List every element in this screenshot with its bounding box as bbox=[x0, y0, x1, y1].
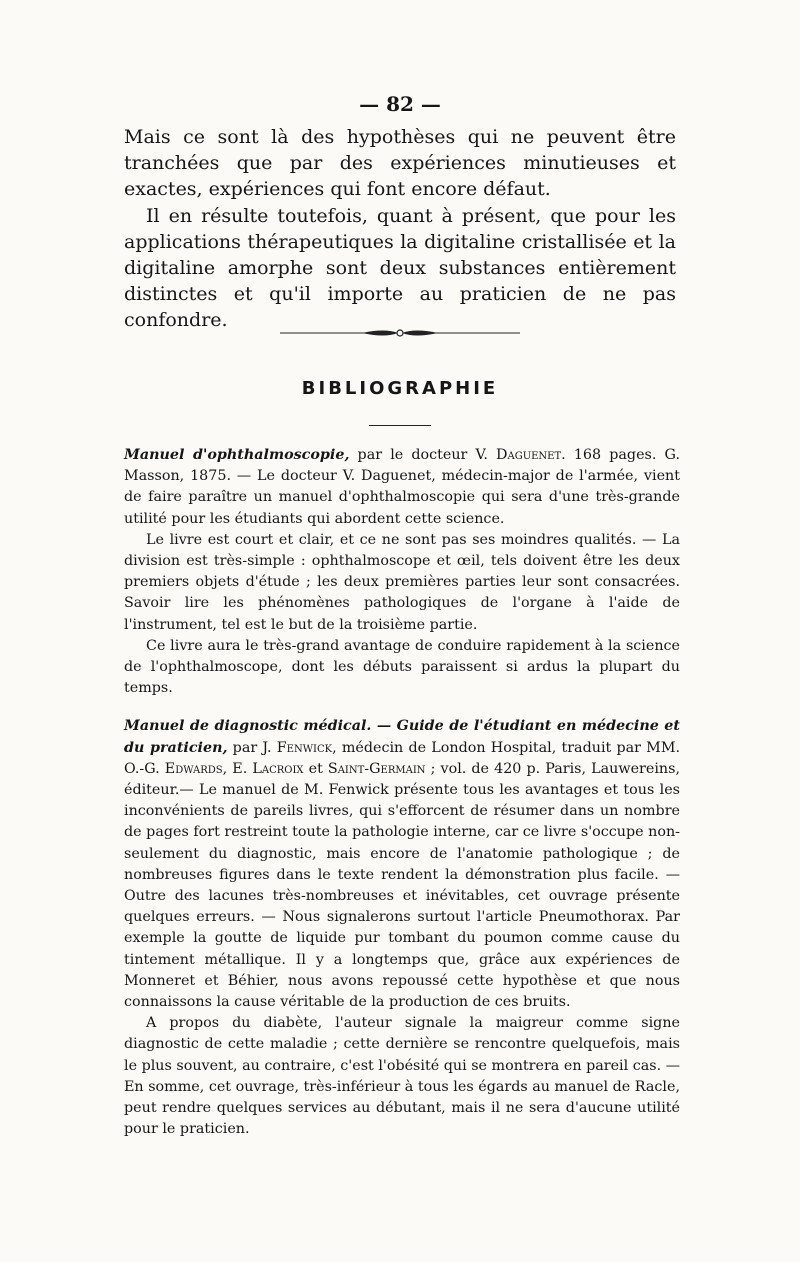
review-2-text-2: , médecin de London Hospital, traduit par MM. O.-G. bbox=[124, 739, 680, 777]
intro-paragraph-1: Mais ce sont là des hypothèses qui ne peuvent être tranchées que par des expériences minutieuses et exactes, expériences qui font encore défaut. bbox=[124, 126, 676, 201]
review-2-translator-3: Saint-Germain bbox=[327, 760, 426, 777]
heading-rule bbox=[369, 425, 431, 426]
review-1-details: . 168 pages. G. Masson, 1875. — Le docteur V. Daguenet, médecin-major de l'armée, vient de faire paraître un manuel d'ophthalmoscopie qui sera d'une très-grande utilité pour les étudiants qui abordent cette science. bbox=[124, 447, 680, 527]
review-1-title: Manuel d'ophthalmoscopie, bbox=[124, 447, 350, 463]
bibliography-section bbox=[124, 445, 680, 1141]
review-2-translator-1: Edwards bbox=[164, 760, 223, 777]
ornament-divider bbox=[280, 326, 520, 340]
review-2-text-4: et bbox=[303, 760, 328, 777]
review-2-text-5: ; vol. de 420 p. Paris, Lauwereins, éditeur.— Le manuel de M. Fenwick présente tous les avantages et tous les inconvénients de pareils livres, qui s'efforcent de résumer dans un nombre de pages fort restreint toute la pathologie interne, car ce livre s'occupe non-seulement du diagnostic, mais encore de l'anatomie pathologique ; de nombreuses figures dans le texte rendent la démonstration plus facile. — Outre des lacunes très-nombreuses et inévitables, cet ouvrage présente quelques erreurs. — Nous signalerons surtout l'article Pneumothorax. Par exemple la goutte de liquide pur tombant du poumon comme cause du tintement métallique. Il y a longtemps que, grâce aux expériences de Monneret et Béhier, nous avons repoussé cette hypothèse et que nous connaissons la cause véritable de la production de ces bruits. bbox=[124, 760, 681, 1011]
review-2-paragraph-1 bbox=[124, 716, 680, 1013]
page-number: — 82 — bbox=[359, 92, 441, 116]
review-1-paragraph-1 bbox=[124, 445, 680, 530]
review-2-text-1: par J. bbox=[227, 739, 277, 756]
review-2-title: Manuel de diagnostic médical. — Guide de l'étudiant en médecine et du praticien, bbox=[124, 718, 680, 756]
review-1-author-intro: par le docteur V. bbox=[349, 447, 497, 463]
review-1-paragraph-3: Ce livre aura le très-grand avantage de conduire rapidement à la science de l'ophthalmoscope, dont les débuts paraissent si ardus la plupart du temps. bbox=[124, 637, 680, 697]
intro-paragraph-2: Il en résulte toutefois, quant à présent, que pour les applications thérapeutiques la digitaline cristallisée et la digitaline amorphe sont deux substances entièrement distinctes et qu'il importe au praticien de ne pas confondre. bbox=[124, 204, 676, 332]
section-heading: BIBLIOGRAPHIE bbox=[301, 378, 499, 399]
review-2-author: Fenwick bbox=[276, 739, 333, 756]
intro-text bbox=[124, 124, 676, 334]
review-1-author: Daguenet bbox=[496, 447, 562, 463]
review-1-paragraph-2: Le livre est court et clair, et ce ne sont pas ses moindres qualités. — La division est très-simple : ophthalmoscope et œil, tels doivent être les deux premiers objets d'étude ; les deux premières parties leur sont consacrées. Savoir lire les phénomènes pathologiques de l'organe à l'aide de l'instrument, tel est le but de la troisième partie. bbox=[124, 531, 680, 633]
review-2-translator-2: Lacroix bbox=[252, 760, 304, 777]
review-2-paragraph-2: A propos du diabète, l'auteur signale la maigreur comme signe diagnostic de cette maladie ; cette dernière se rencontre quelquefois, mais le plus souvent, au contraire, c'est l'obésité qui se montrera en pareil cas. — En somme, cet ouvrage, très-inférieur à tous les égards au manuel de Racle, peut rendre quelques services au débutant, mais il ne sera d'aucune utilité pour le praticien. bbox=[124, 1015, 680, 1138]
review-2-text-3: , E. bbox=[222, 760, 253, 777]
